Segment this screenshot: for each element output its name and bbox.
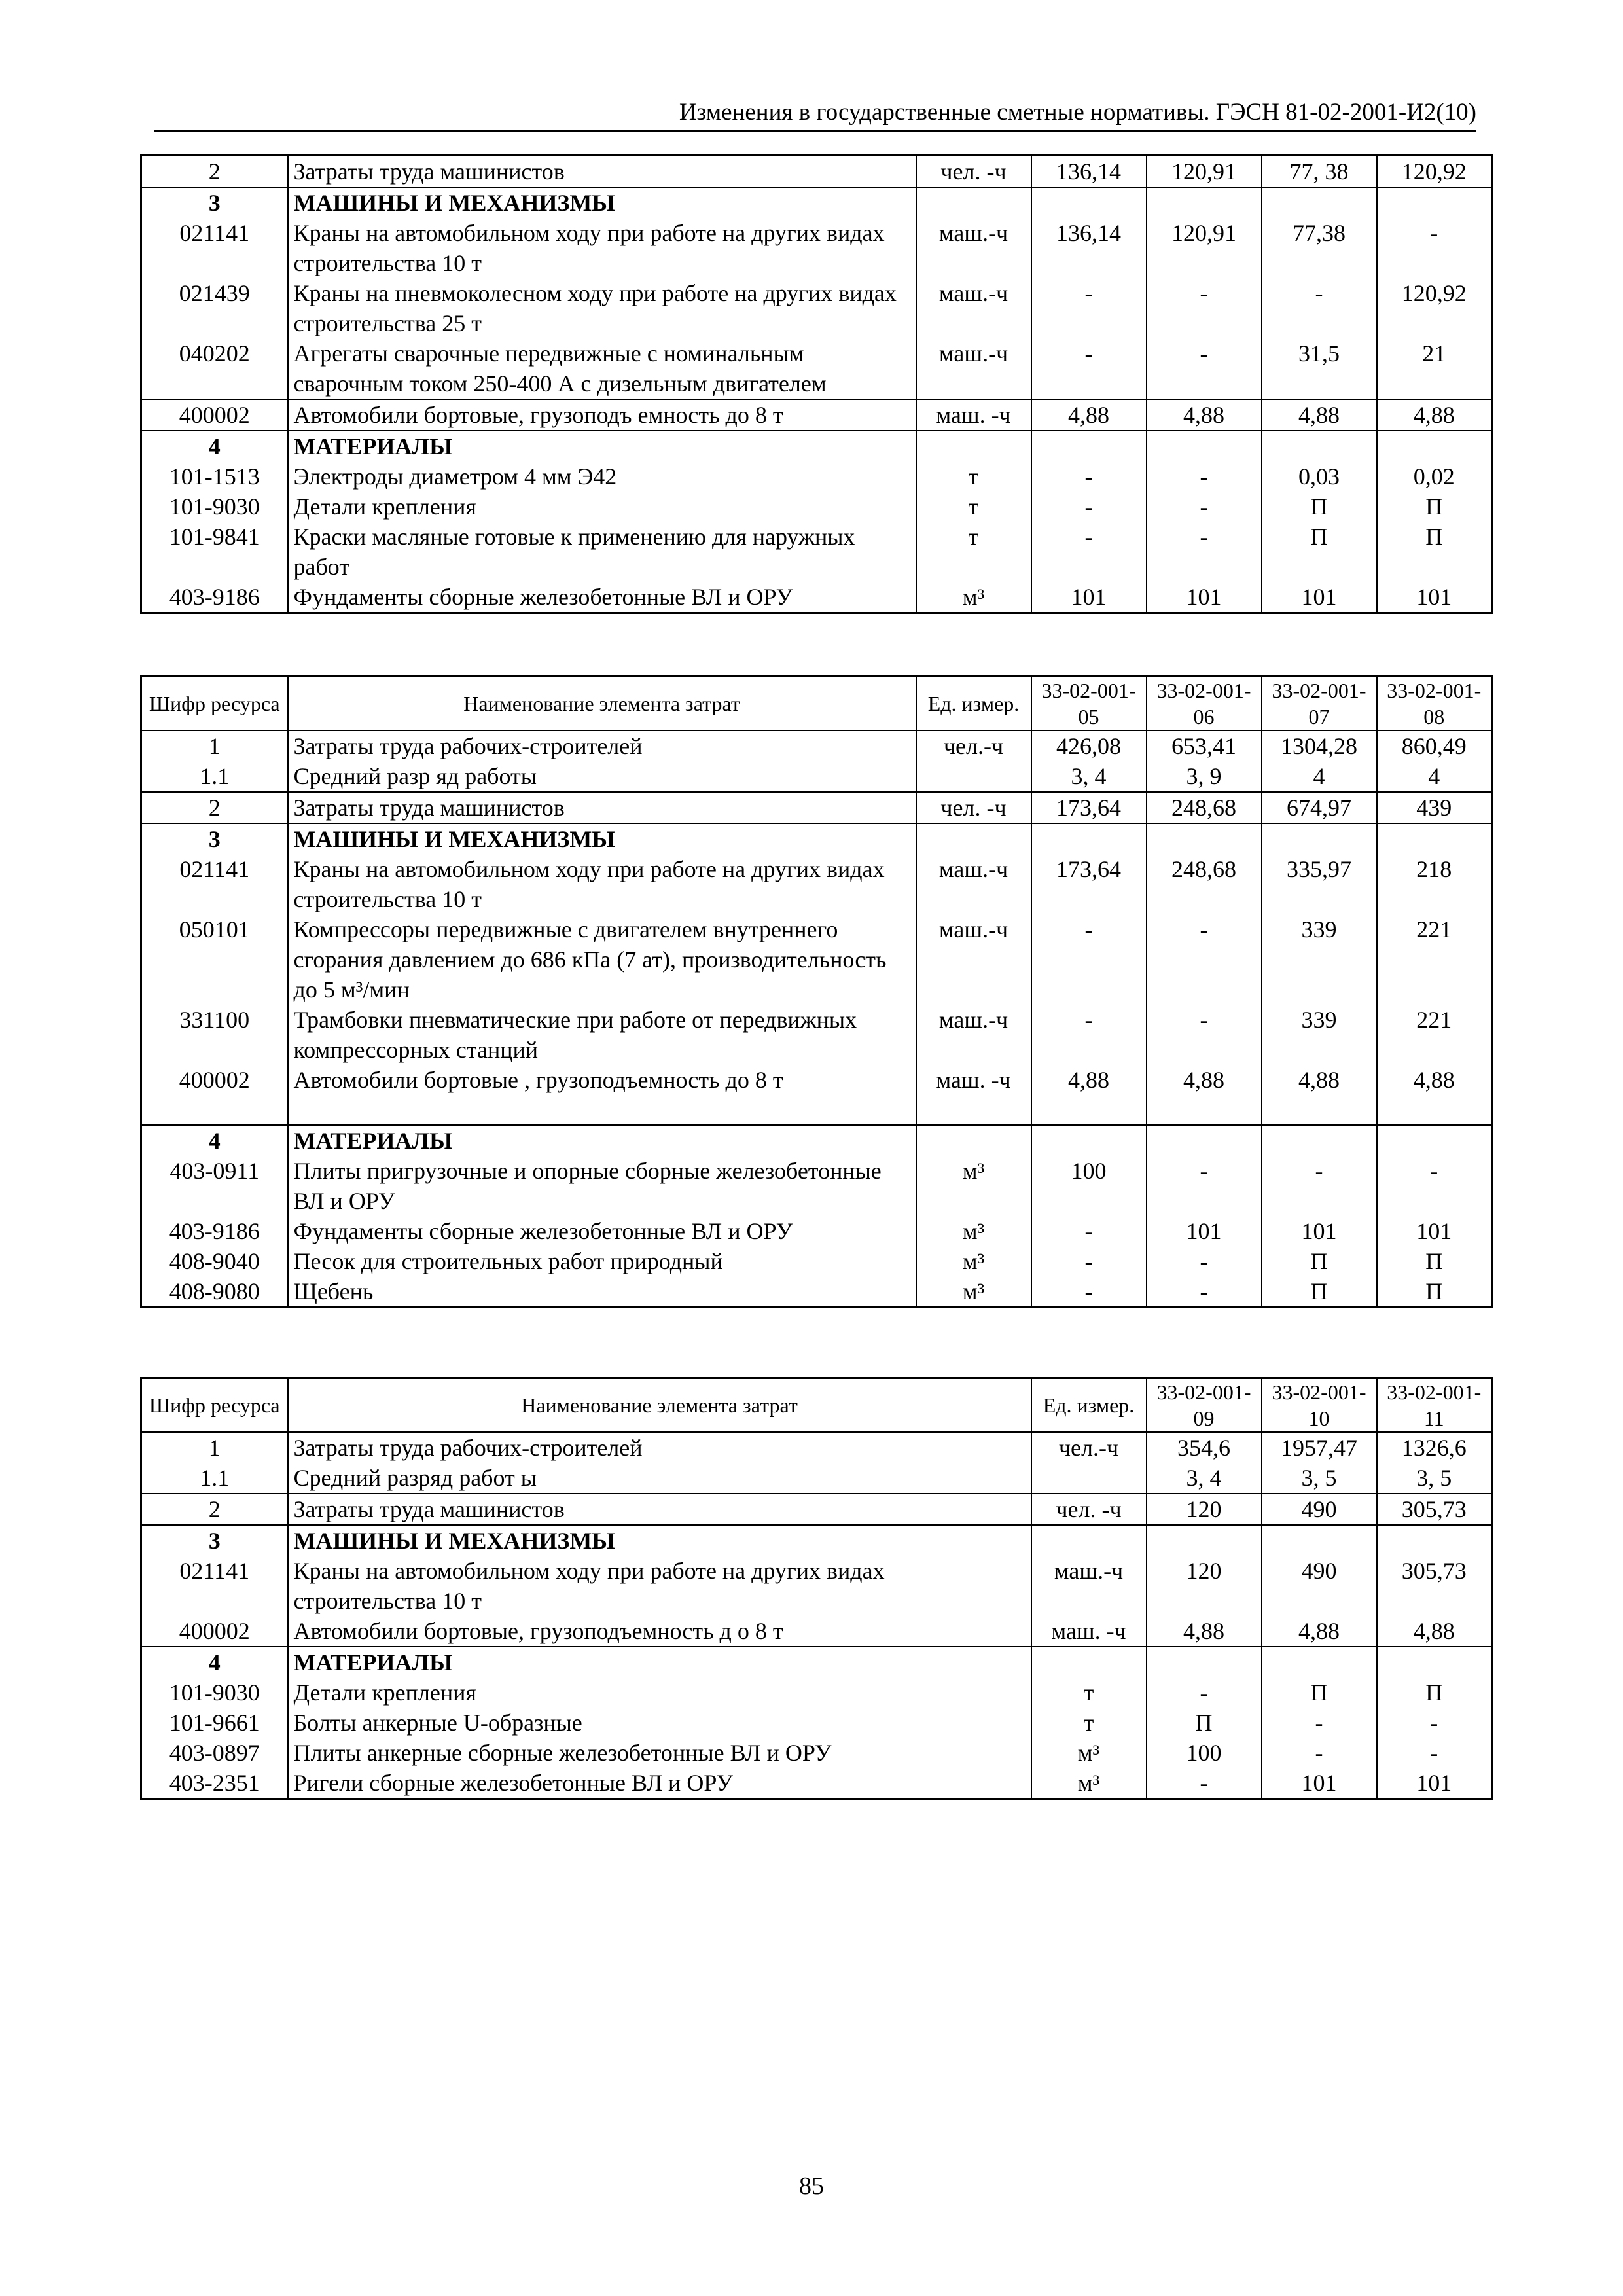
resource-table-2: [140, 675, 1493, 1308]
cell-code: 403-9186: [141, 582, 288, 613]
cell-value: 120,91: [1147, 156, 1262, 188]
cell-value: 101: [1377, 1216, 1492, 1246]
cell-value: [1147, 187, 1262, 218]
table-row: [141, 399, 1492, 431]
cell-unit: маш.-ч: [1031, 1556, 1147, 1616]
cell-value: П: [1377, 492, 1492, 522]
header-unit: Ед. измер.: [1031, 1378, 1147, 1433]
cell-value: П: [1377, 522, 1492, 582]
cell-name: МАШИНЫ И МЕХАНИЗМЫ: [288, 1525, 1031, 1556]
table-row: [141, 492, 1492, 522]
cell-value: 0,02: [1377, 461, 1492, 492]
table-row: [141, 1556, 1492, 1616]
cell-value: 4,88: [1147, 399, 1262, 431]
header-col: 33-02-001-05: [1031, 677, 1147, 731]
cell-code: 400002: [141, 1065, 288, 1125]
cell-code: 1.1: [141, 1463, 288, 1494]
cell-value: П: [1262, 1677, 1377, 1708]
cell-unit: [916, 187, 1031, 218]
cell-value: -: [1147, 1005, 1262, 1065]
table-3-header: [141, 1378, 1492, 1433]
cell-name: Краны на пневмоколесном ходу при работе на других видах строительства 25 т: [288, 278, 916, 338]
cell-unit: м³: [916, 1156, 1031, 1216]
table-row: [141, 1276, 1492, 1308]
resource-table-1: [140, 154, 1493, 614]
table-row: [141, 1125, 1492, 1156]
cell-unit: м³: [916, 1246, 1031, 1276]
cell-value: 490: [1262, 1494, 1377, 1525]
cell-value: 101: [1377, 1768, 1492, 1799]
cell-code: 101-9661: [141, 1708, 288, 1738]
table-row: [141, 431, 1492, 461]
cell-name: Фундаменты сборные железобетонные ВЛ и ОРУ: [288, 1216, 916, 1246]
cell-name: Краски масляные готовые к применению для наружных работ: [288, 522, 916, 582]
cell-name: Электроды диаметром 4 мм Э42: [288, 461, 916, 492]
table-row: [141, 1156, 1492, 1216]
cell-name: Краны на автомобильном ходу при работе на других видах строительства 10 т: [288, 854, 916, 914]
cell-unit: маш.-ч: [916, 278, 1031, 338]
cell-value: П: [1262, 1276, 1377, 1308]
cell-name: Детали крепления: [288, 1677, 1031, 1708]
cell-value: [1147, 823, 1262, 854]
cell-unit: маш.-ч: [916, 1005, 1031, 1065]
cell-value: 100: [1147, 1738, 1262, 1768]
cell-unit: маш.-ч: [916, 914, 1031, 1005]
cell-name: МАШИНЫ И МЕХАНИЗМЫ: [288, 823, 916, 854]
table-row: [141, 730, 1492, 761]
cell-value: [1031, 823, 1147, 854]
cell-unit: м³: [916, 1216, 1031, 1246]
cell-value: [1377, 823, 1492, 854]
table-row: [141, 761, 1492, 792]
cell-value: 136,14: [1031, 218, 1147, 278]
cell-name: Автомобили бортовые, грузоподъемность д о 8 т: [288, 1616, 1031, 1647]
cell-code: 101-9841: [141, 522, 288, 582]
cell-value: -: [1147, 1156, 1262, 1216]
cell-code: 403-9186: [141, 1216, 288, 1246]
cell-value: 674,97: [1262, 792, 1377, 823]
cell-value: 77,38: [1262, 218, 1377, 278]
cell-name: МАТЕРИАЛЫ: [288, 1647, 1031, 1677]
cell-code: 101-1513: [141, 461, 288, 492]
cell-code: 2: [141, 1494, 288, 1525]
cell-name: Плиты анкерные сборные железобетонные ВЛ и ОРУ: [288, 1738, 1031, 1768]
cell-name: МАШИНЫ И МЕХАНИЗМЫ: [288, 187, 916, 218]
cell-code: 3: [141, 187, 288, 218]
cell-value: 31,5: [1262, 338, 1377, 399]
cell-name: Ригели сборные железобетонные ВЛ и ОРУ: [288, 1768, 1031, 1799]
cell-code: 021141: [141, 1556, 288, 1616]
cell-value: 4,88: [1262, 399, 1377, 431]
cell-name: Автомобили бортовые , грузоподъемность до 8 т: [288, 1065, 916, 1125]
cell-value: 101: [1262, 1216, 1377, 1246]
cell-unit: м³: [916, 582, 1031, 613]
cell-value: -: [1147, 278, 1262, 338]
cell-unit: т: [1031, 1708, 1147, 1738]
table-row: [141, 156, 1492, 188]
cell-code: 040202: [141, 338, 288, 399]
cell-unit: чел.-ч: [1031, 1432, 1147, 1463]
cell-value: -: [1377, 1708, 1492, 1738]
cell-value: 4,88: [1147, 1616, 1262, 1647]
cell-value: [1031, 1125, 1147, 1156]
cell-code: 4: [141, 1647, 288, 1677]
header-name: Наименование элемента затрат: [288, 1378, 1031, 1433]
table-row: [141, 1065, 1492, 1125]
header-col: 33-02-001-11: [1377, 1378, 1492, 1433]
cell-code: 400002: [141, 399, 288, 431]
header-col: 33-02-001-06: [1147, 677, 1262, 731]
cell-unit: [1031, 1463, 1147, 1494]
cell-value: 653,41: [1147, 730, 1262, 761]
cell-unit: [916, 431, 1031, 461]
table-row: [141, 582, 1492, 613]
cell-value: 4,88: [1377, 399, 1492, 431]
table-row: [141, 218, 1492, 278]
table-row: [141, 1738, 1492, 1768]
cell-code: 3: [141, 823, 288, 854]
cell-value: 248,68: [1147, 854, 1262, 914]
table-row: [141, 914, 1492, 1005]
cell-value: 4,88: [1262, 1616, 1377, 1647]
cell-value: 3, 9: [1147, 761, 1262, 792]
cell-unit: маш. -ч: [916, 1065, 1031, 1125]
cell-unit: м³: [916, 1276, 1031, 1308]
cell-value: П: [1262, 492, 1377, 522]
cell-value: -: [1147, 1677, 1262, 1708]
table-row: [141, 1616, 1492, 1647]
cell-code: 331100: [141, 1005, 288, 1065]
cell-name: Затраты труда машинистов: [288, 156, 916, 188]
cell-value: -: [1031, 461, 1147, 492]
cell-code: 021141: [141, 218, 288, 278]
cell-value: 21: [1377, 338, 1492, 399]
cell-value: 218: [1377, 854, 1492, 914]
cell-code: 1: [141, 730, 288, 761]
table-2-body: [141, 730, 1492, 1308]
cell-name: МАТЕРИАЛЫ: [288, 431, 916, 461]
cell-name: Средний разряд работ ы: [288, 1463, 1031, 1494]
table-row: [141, 522, 1492, 582]
cell-name: Затраты труда рабочих-строителей: [288, 1432, 1031, 1463]
cell-code: 4: [141, 1125, 288, 1156]
cell-value: П: [1147, 1708, 1262, 1738]
cell-unit: маш. -ч: [1031, 1616, 1147, 1647]
cell-unit: [1031, 1647, 1147, 1677]
cell-code: 403-0911: [141, 1156, 288, 1216]
cell-value: 248,68: [1147, 792, 1262, 823]
cell-value: -: [1147, 1276, 1262, 1308]
cell-value: -: [1377, 218, 1492, 278]
cell-value: -: [1377, 1156, 1492, 1216]
cell-value: 100: [1031, 1156, 1147, 1216]
cell-code: 101-9030: [141, 1677, 288, 1708]
cell-value: 101: [1262, 582, 1377, 613]
header-name: Наименование элемента затрат: [288, 677, 916, 731]
table-row: [141, 1708, 1492, 1738]
cell-value: -: [1147, 914, 1262, 1005]
page-number: 85: [799, 2172, 824, 2200]
cell-value: 426,08: [1031, 730, 1147, 761]
cell-name: МАТЕРИАЛЫ: [288, 1125, 916, 1156]
cell-unit: т: [916, 461, 1031, 492]
cell-value: [1262, 187, 1377, 218]
cell-value: -: [1031, 492, 1147, 522]
cell-value: 101: [1262, 1768, 1377, 1799]
cell-name: Краны на автомобильном ходу при работе на других видах строительства 10 т: [288, 1556, 1031, 1616]
cell-unit: маш.-ч: [916, 338, 1031, 399]
cell-value: [1147, 1647, 1262, 1677]
cell-value: -: [1031, 522, 1147, 582]
cell-code: 403-2351: [141, 1768, 288, 1799]
cell-value: [1262, 1125, 1377, 1156]
cell-code: 3: [141, 1525, 288, 1556]
cell-value: -: [1147, 338, 1262, 399]
cell-value: 120,91: [1147, 218, 1262, 278]
cell-name: Затраты труда машинистов: [288, 792, 916, 823]
cell-value: 4,88: [1147, 1065, 1262, 1125]
table-row: [141, 792, 1492, 823]
cell-value: -: [1262, 278, 1377, 338]
table-row: [141, 1216, 1492, 1246]
table-row: [141, 823, 1492, 854]
cell-value: 339: [1262, 1005, 1377, 1065]
header-col: 33-02-001-10: [1262, 1378, 1377, 1433]
cell-unit: м³: [1031, 1738, 1147, 1768]
table-row: [141, 1494, 1492, 1525]
cell-name: Детали крепления: [288, 492, 916, 522]
table-row: [141, 1525, 1492, 1556]
cell-unit: т: [916, 522, 1031, 582]
cell-unit: чел. -ч: [916, 792, 1031, 823]
cell-value: 1304,28: [1262, 730, 1377, 761]
table-1-body: [141, 156, 1492, 613]
cell-value: 339: [1262, 914, 1377, 1005]
cell-unit: [1031, 1525, 1147, 1556]
cell-name: Агрегаты сварочные передвижные с номинальным сварочным током 250-400 А с дизельным двигателем: [288, 338, 916, 399]
header-col: 33-02-001-07: [1262, 677, 1377, 731]
cell-value: [1031, 187, 1147, 218]
cell-name: Трамбовки пневматические при работе от передвижных компрессорных станций: [288, 1005, 916, 1065]
cell-code: 1: [141, 1432, 288, 1463]
cell-code: 408-9040: [141, 1246, 288, 1276]
cell-name: Затраты труда машинистов: [288, 1494, 1031, 1525]
cell-value: 3, 4: [1031, 761, 1147, 792]
cell-value: [1377, 431, 1492, 461]
table-2-header: [141, 677, 1492, 731]
cell-unit: м³: [1031, 1768, 1147, 1799]
resource-table-3: [140, 1377, 1493, 1800]
table-row: [141, 1432, 1492, 1463]
header-code: Шифр ресурса: [141, 1378, 288, 1433]
cell-value: 120,92: [1377, 278, 1492, 338]
cell-value: -: [1147, 492, 1262, 522]
cell-value: 101: [1147, 1216, 1262, 1246]
cell-value: -: [1147, 1246, 1262, 1276]
cell-name: Фундаменты сборные железобетонные ВЛ и ОРУ: [288, 582, 916, 613]
cell-value: -: [1031, 1216, 1147, 1246]
cell-code: 1.1: [141, 761, 288, 792]
cell-value: 173,64: [1031, 792, 1147, 823]
cell-value: 0,03: [1262, 461, 1377, 492]
cell-value: [1031, 431, 1147, 461]
page-header: Изменения в государственные сметные нормативы. ГЭСН 81-02-2001-И2(10): [154, 97, 1476, 132]
cell-code: 101-9030: [141, 492, 288, 522]
cell-value: -: [1031, 1276, 1147, 1308]
cell-code: 050101: [141, 914, 288, 1005]
table-3-body: [141, 1432, 1492, 1799]
table-row: [141, 854, 1492, 914]
header-code: Шифр ресурса: [141, 677, 288, 731]
cell-value: [1377, 1525, 1492, 1556]
cell-value: [1262, 1647, 1377, 1677]
cell-value: [1147, 1125, 1262, 1156]
cell-name: Затраты труда рабочих-строителей: [288, 730, 916, 761]
cell-value: -: [1377, 1738, 1492, 1768]
cell-value: 101: [1377, 582, 1492, 613]
cell-value: -: [1262, 1738, 1377, 1768]
cell-value: 4,88: [1262, 1065, 1377, 1125]
cell-value: 335,97: [1262, 854, 1377, 914]
cell-value: 120: [1147, 1556, 1262, 1616]
cell-value: 3, 5: [1262, 1463, 1377, 1494]
cell-value: 120: [1147, 1494, 1262, 1525]
cell-unit: чел. -ч: [1031, 1494, 1147, 1525]
header-col: 33-02-001-09: [1147, 1378, 1262, 1433]
cell-value: [1262, 1525, 1377, 1556]
cell-value: [1377, 1125, 1492, 1156]
header-unit: Ед. измер.: [916, 677, 1031, 731]
table-row: [141, 461, 1492, 492]
table-row: [141, 1768, 1492, 1799]
cell-value: -: [1031, 1005, 1147, 1065]
cell-value: [1147, 431, 1262, 461]
cell-value: 101: [1031, 582, 1147, 613]
cell-unit: маш.-ч: [916, 854, 1031, 914]
cell-unit: [916, 761, 1031, 792]
cell-name: Компрессоры передвижные с двигателем внутреннего сгорания давлением до 686 кПа (7 ат), производительность до 5 м³/мин: [288, 914, 916, 1005]
table-row: [141, 338, 1492, 399]
cell-value: 4,88: [1377, 1616, 1492, 1647]
cell-code: 021439: [141, 278, 288, 338]
cell-value: 490: [1262, 1556, 1377, 1616]
table-row: [141, 278, 1492, 338]
cell-unit: маш. -ч: [916, 399, 1031, 431]
table-row: [141, 1647, 1492, 1677]
cell-value: 1957,47: [1262, 1432, 1377, 1463]
table-row: [141, 1246, 1492, 1276]
cell-name: Средний разр яд работы: [288, 761, 916, 792]
table-header-row: [141, 677, 1492, 731]
cell-code: 2: [141, 792, 288, 823]
cell-value: 77, 38: [1262, 156, 1377, 188]
cell-value: 1326,6: [1377, 1432, 1492, 1463]
cell-value: П: [1262, 1246, 1377, 1276]
cell-unit: т: [1031, 1677, 1147, 1708]
cell-value: [1147, 1525, 1262, 1556]
cell-value: -: [1262, 1708, 1377, 1738]
table-header-row: [141, 1378, 1492, 1433]
table-row: [141, 187, 1492, 218]
cell-value: 101: [1147, 582, 1262, 613]
table-row: [141, 1463, 1492, 1494]
cell-unit: т: [916, 492, 1031, 522]
cell-value: 3, 5: [1377, 1463, 1492, 1494]
cell-name: Автомобили бортовые, грузоподъ емность до 8 т: [288, 399, 916, 431]
cell-name: Песок для строительных работ природный: [288, 1246, 916, 1276]
cell-value: -: [1147, 1768, 1262, 1799]
cell-value: 4,88: [1377, 1065, 1492, 1125]
header-col: 33-02-001-08: [1377, 677, 1492, 731]
cell-value: -: [1031, 338, 1147, 399]
cell-code: 4: [141, 431, 288, 461]
cell-name: Краны на автомобильном ходу при работе на других видах строительства 10 т: [288, 218, 916, 278]
cell-value: [1262, 823, 1377, 854]
cell-value: 173,64: [1031, 854, 1147, 914]
cell-value: П: [1377, 1276, 1492, 1308]
cell-name: Болты анкерные U-образные: [288, 1708, 1031, 1738]
cell-value: [1377, 1647, 1492, 1677]
cell-unit: [916, 823, 1031, 854]
cell-value: 136,14: [1031, 156, 1147, 188]
cell-unit: чел.-ч: [916, 730, 1031, 761]
cell-value: -: [1031, 1246, 1147, 1276]
cell-name: Плиты пригрузочные и опорные сборные железобетонные ВЛ и ОРУ: [288, 1156, 916, 1216]
cell-unit: [916, 1125, 1031, 1156]
cell-value: -: [1147, 522, 1262, 582]
table-row: [141, 1677, 1492, 1708]
cell-value: 439: [1377, 792, 1492, 823]
cell-value: -: [1031, 914, 1147, 1005]
cell-value: П: [1377, 1677, 1492, 1708]
cell-code: 403-0897: [141, 1738, 288, 1768]
cell-value: 305,73: [1377, 1494, 1492, 1525]
cell-value: -: [1147, 461, 1262, 492]
cell-value: 354,6: [1147, 1432, 1262, 1463]
cell-unit: маш.-ч: [916, 218, 1031, 278]
cell-value: П: [1262, 522, 1377, 582]
cell-value: -: [1262, 1156, 1377, 1216]
cell-value: П: [1377, 1246, 1492, 1276]
cell-value: 305,73: [1377, 1556, 1492, 1616]
cell-unit: чел. -ч: [916, 156, 1031, 188]
cell-value: 4: [1377, 761, 1492, 792]
cell-value: 221: [1377, 914, 1492, 1005]
cell-value: 4: [1262, 761, 1377, 792]
cell-value: [1262, 431, 1377, 461]
cell-code: 408-9080: [141, 1276, 288, 1308]
table-row: [141, 1005, 1492, 1065]
cell-value: [1377, 187, 1492, 218]
cell-name: Щебень: [288, 1276, 916, 1308]
cell-value: 860,49: [1377, 730, 1492, 761]
cell-value: 4,88: [1031, 399, 1147, 431]
cell-value: 221: [1377, 1005, 1492, 1065]
cell-value: 120,92: [1377, 156, 1492, 188]
cell-code: 400002: [141, 1616, 288, 1647]
cell-value: 3, 4: [1147, 1463, 1262, 1494]
cell-code: 2: [141, 156, 288, 188]
cell-code: 021141: [141, 854, 288, 914]
cell-value: -: [1031, 278, 1147, 338]
cell-value: 4,88: [1031, 1065, 1147, 1125]
